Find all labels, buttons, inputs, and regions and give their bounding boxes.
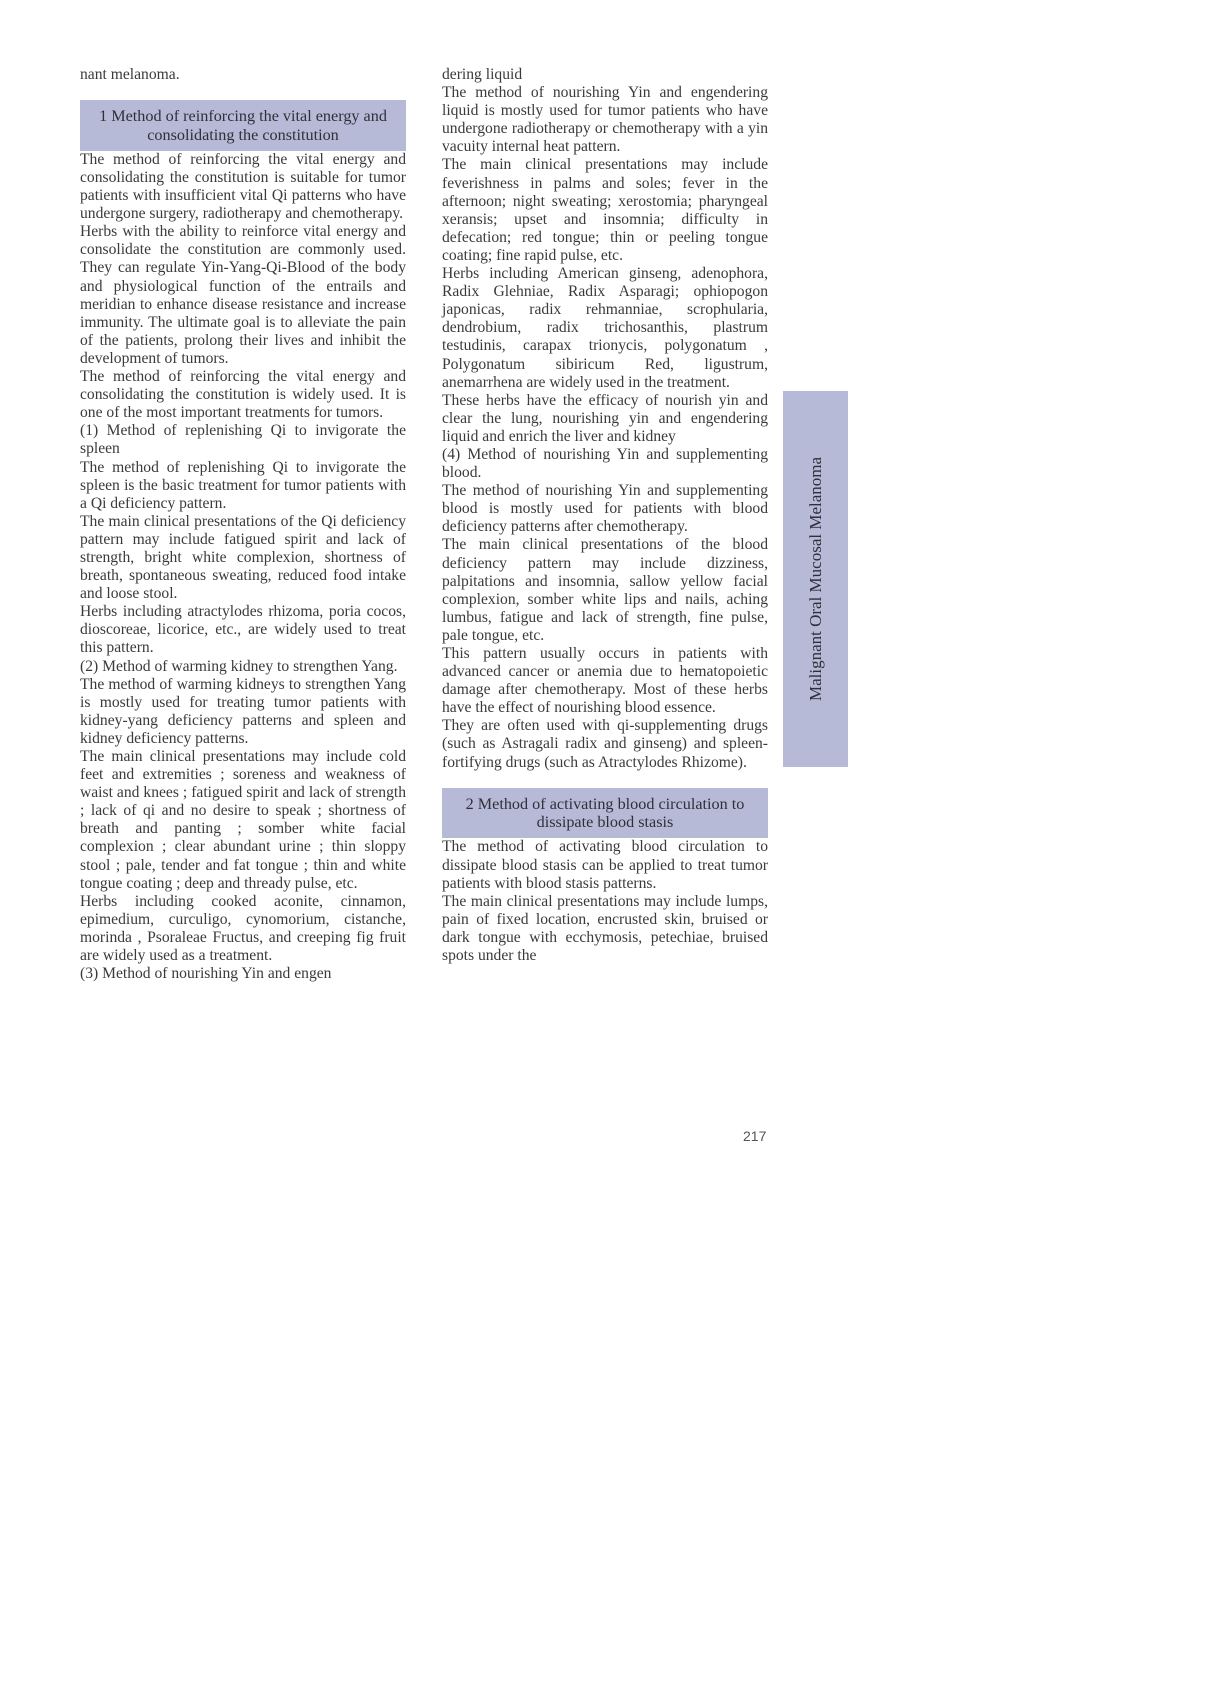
paragraph: The method of activating blood circulation to dissipate blood stasis can be applied to treat tumor patients with blood stasis patterns. (442, 838, 768, 892)
paragraph: These herbs have the efficacy of nourish yin and clear the lung, nourishing yin and engendering liquid and enrich the liver and kidney (442, 391, 768, 445)
chapter-side-tab (783, 391, 848, 767)
right-column (442, 66, 768, 965)
chapter-title: Malignant Oral Mucosal Melanoma (805, 456, 825, 702)
paragraph: nant melanoma. (80, 66, 180, 83)
paragraph: The main clinical presentations of the Qi deficiency pattern may include fatigued spirit and lack of strength, bright white complexion, shortness of breath, spontaneous sweating, reduced food intake and loose stool. (80, 512, 406, 603)
subsection-heading: (3) Method of nourishing Yin and engen (80, 965, 332, 983)
section-heading: 2 Method of activating blood circulation to dissipate blood stasis (442, 788, 768, 839)
paragraph: Herbs with the ability to reinforce vital energy and consolidate the constitution are commonly used. They can regulate Yin-Yang-Qi-Blood of the body and physiological function of the entrails and meridian to enhance disease resistance and increase immunity. The ultimate goal is to alleviate the pain of the patients, prolong their lives and inhibit the development of tumors. (80, 223, 406, 367)
paragraph: The method of replenishing Qi to invigorate the spleen is the basic treatment for tumor patients with a Qi deficiency pattern. (80, 458, 406, 512)
paragraph: The method of nourishing Yin and supplementing blood is mostly used for patients with blood deficiency patterns after chemotherapy. (442, 482, 768, 536)
subsection-heading: (1) Method of replenishing Qi to invigorate the spleen (80, 422, 406, 458)
page-number: 217 (743, 1128, 767, 1144)
paragraph: This pattern usually occurs in patients with advanced cancer or anemia due to hematopoietic damage after chemotherapy. Most of these herbs have the effect of nourishing blood essence. (442, 645, 768, 717)
subsection-heading: (4) Method of nourishing Yin and supplementing blood. (442, 445, 768, 482)
subsection-heading: dering liquid (442, 66, 523, 83)
paragraph: Herbs including atractylodes rhizoma, poria cocos, dioscoreae, licorice, etc., are widely used to treat this pattern. (80, 603, 406, 657)
paragraph: The method of nourishing Yin and engendering liquid is mostly used for tumor patients who have undergone radiotherapy or chemotherapy with a yin vacuity internal heat pattern. (442, 84, 768, 156)
paragraph: The method of reinforcing the vital energy and consolidating the constitution is suitable for tumor patients with insufficient vital Qi patterns who have undergone surgery, radiotherapy and chemotherapy. (80, 150, 406, 223)
paragraph: The main clinical presentations may include lumps, pain of fixed location, encrusted skin, bruised or dark tongue with ecchymosis, petechiae, bruised spots under the (442, 892, 768, 965)
paragraph: The method of warming kidneys to strengthen Yang is mostly used for treating tumor patients with kidney-yang deficiency patterns and spleen and kidney deficiency patterns. (80, 675, 406, 747)
paragraph: The main clinical presentations of the blood deficiency pattern may include dizziness, palpitations and insomnia, sallow yellow facial complexion, somber white lips and nails, aching lumbus, fatigue and lack of strength, fine pulse, pale tongue, etc. (442, 536, 768, 644)
paragraph: The main clinical presentations may include feverishness in palms and soles; fever in the afternoon; night sweating; xerostomia; pharyngeal xeransis; upset and insomnia; difficulty in defecation; red tongue; thin or peeling tongue coating; fine rapid pulse, etc. (442, 156, 768, 264)
subsection-heading: (2) Method of warming kidney to strengthen Yang. (80, 657, 398, 675)
left-column (80, 66, 406, 983)
paragraph: Herbs including cooked aconite, cinnamon, epimedium, curculigo, cynomorium, cistanche, morinda , Psoraleae Fructus, and creeping fig fruit are widely used as a treatment. (80, 892, 406, 965)
paragraph: They are often used with qi-supplementing drugs (such as Astragali radix and ginseng) and spleen-fortifying drugs (such as Atractylodes Rhizome). (442, 717, 768, 771)
paragraph: Herbs including American ginseng, adenophora, Radix Glehniae, Radix Asparagi; ophiopogon japonicas, radix rehmanniae, scrophularia, dendrobium, radix trichosanthis, plastrum testudinis, carapax trionycis, polygonatum , Polygonatum sibiricum Red, ligustrum, anemarrhena are widely used in the treatment. (442, 265, 768, 391)
section-heading: 1 Method of reinforcing the vital energy and consolidating the constitution (80, 100, 406, 151)
paragraph: The main clinical presentations may include cold feet and extremities ; soreness and weakness of waist and knees ; fatigued spirit and lack of strength ; lack of qi and no desire to speak ; shortness of breath and panting ; somber white facial complexion ; clear abundant urine ; thin sloppy stool ; pale, tender and fat tongue ; thin and white tongue coating ; deep and thready pulse, etc. (80, 748, 406, 892)
paragraph: The method of reinforcing the vital energy and consolidating the constitution is widely used. It is one of the most important treatments for tumors. (80, 368, 406, 422)
